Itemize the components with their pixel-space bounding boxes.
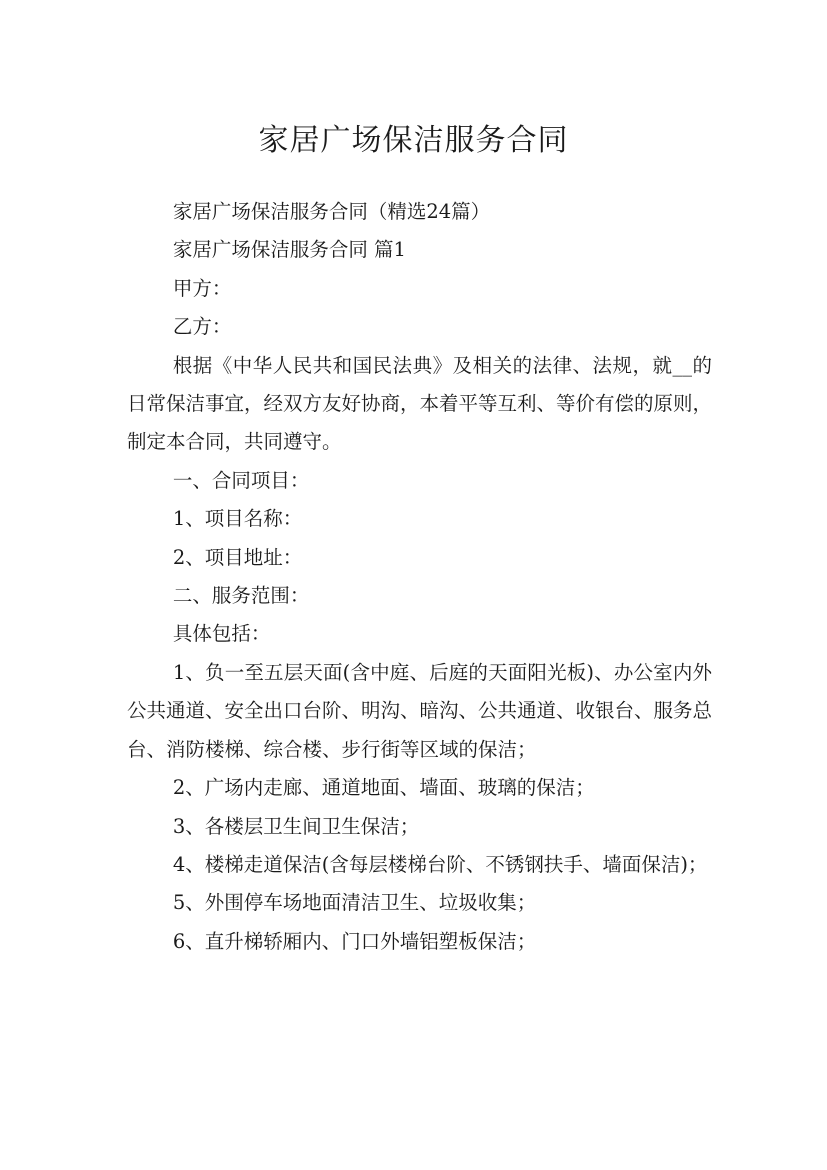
paragraph-chapter-heading: 家居广场保洁服务合同 篇1 xyxy=(172,238,406,262)
paragraph-project-address: 2、项目地址： xyxy=(172,545,303,569)
paragraph-party-b: 乙方： xyxy=(172,315,232,339)
paragraph-item-3: 3、各楼层卫生间卫生保洁； xyxy=(172,814,420,838)
paragraph-subtitle: 家居广场保洁服务合同（精选24篇） xyxy=(172,200,491,223)
paragraph-section-2: 二、服务范围： xyxy=(172,584,310,608)
paragraph-party-a: 甲方： xyxy=(172,276,232,300)
document-title: 家居广场保洁服务合同 xyxy=(258,123,569,159)
paragraph-preamble: 根据《中华人民共和国民法典》及相关的法律、法规，就__的日常保洁事宜，经双方友好协商，本着平等互利、等价有偿的原则，制定本合同，共同遵守。 xyxy=(127,353,713,454)
paragraph-project-name: 1、项目名称： xyxy=(172,507,303,531)
paragraph-item-2: 2、广场内走廊、通道地面、墙面、玻璃的保洁； xyxy=(172,776,595,800)
paragraph-item-5: 5、外围停车场地面清洁卫生、垃圾收集； xyxy=(172,891,537,915)
document-body xyxy=(127,193,712,961)
paragraph-item-4: 4、楼梯走道保洁(含每层楼梯台阶、不锈钢扶手、墙面保洁)； xyxy=(172,852,708,876)
paragraph-item-1: 1、负一至五层天面(含中庭、后庭的天面阳光板)、办公室内外公共通道、安全出口台阶、明沟、暗沟、公共通道、收银台、服务总台、消防楼梯、综合楼、步行街等区域的保洁； xyxy=(127,660,713,761)
paragraph-item-6: 6、直升梯轿厢内、门口外墙铝塑板保洁； xyxy=(172,929,537,953)
paragraph-section-1: 一、合同项目： xyxy=(172,468,310,492)
paragraph-includes: 具体包括： xyxy=(172,622,271,646)
